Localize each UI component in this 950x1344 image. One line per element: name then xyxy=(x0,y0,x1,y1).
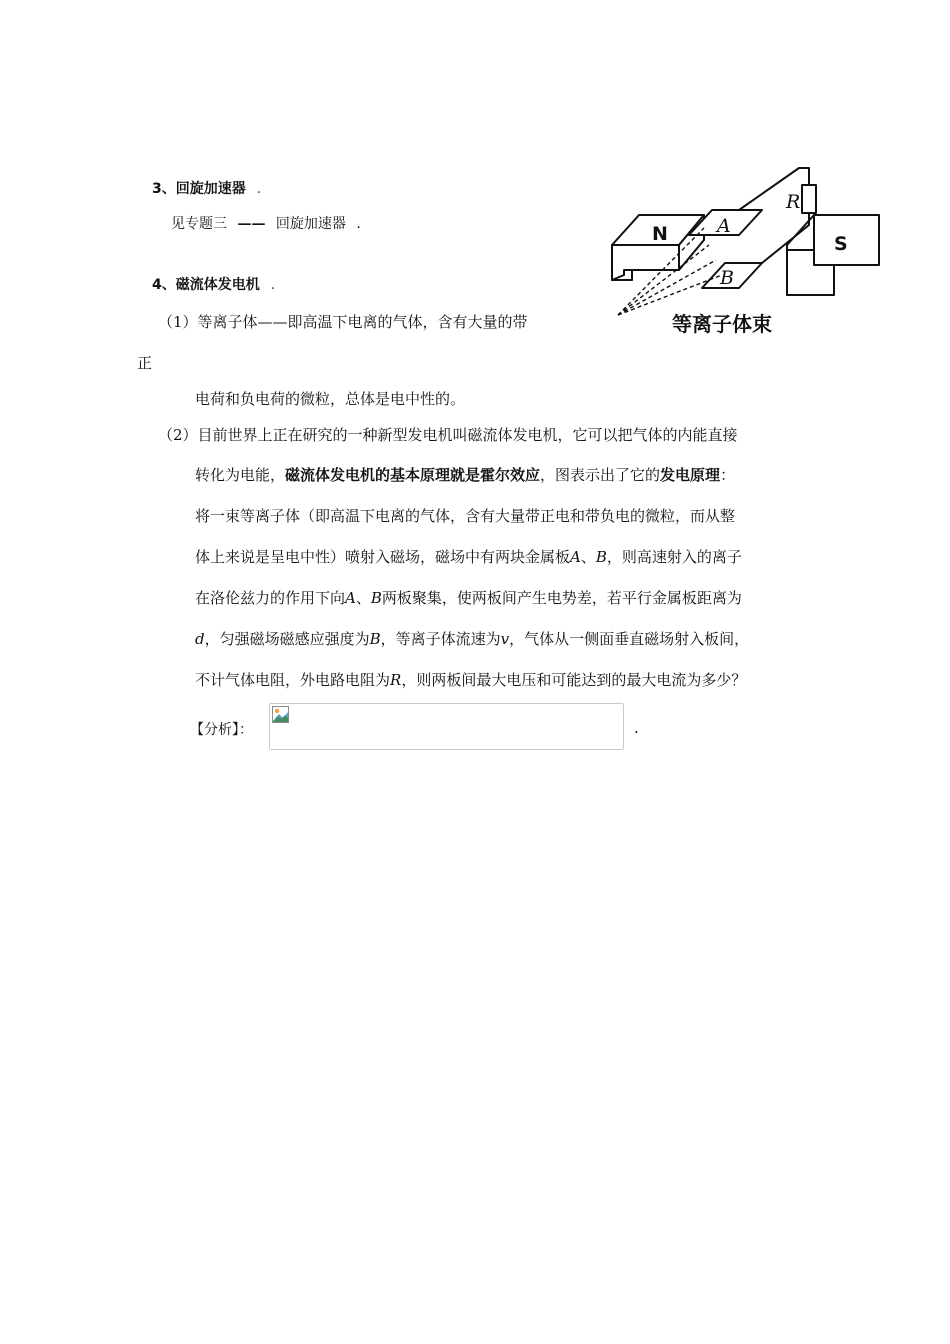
paragraph2-line2: 转化为电能，磁流体发电机的基本原理就是霍尔效应，图表示出了它的发电原理： xyxy=(195,466,736,484)
analysis-label: 【分析】： xyxy=(190,722,253,738)
section3-reference: 见专题三 —— 回旋加速器 . xyxy=(171,216,361,232)
paragraph2-line7: 不计气体电阻，外电路电阻为R，则两板间最大电压和可能达到的最大电流为多少？ xyxy=(195,671,747,689)
paragraph2-line6: d，匀强磁场磁感应强度为B，等离子体流速为v，气体从一侧面垂直磁场射入板间， xyxy=(195,630,750,648)
analysis-end-dot: . xyxy=(634,719,639,737)
label-n: N xyxy=(652,223,668,245)
section3-title: 3、回旋加速器 . xyxy=(152,181,262,197)
broken-image-icon xyxy=(272,706,290,724)
hall-effect-emphasis: 磁流体发电机的基本原理就是霍尔效应 xyxy=(285,466,541,484)
paragraph1-wrap: 正 xyxy=(137,354,153,372)
paragraph1-line2: 电荷和负电荷的微粒，总体是电中性的。 xyxy=(195,390,466,408)
analysis-image-placeholder xyxy=(269,703,624,750)
paragraph2-line4: 体上来说是呈电中性）喷射入磁场，磁场中有两块金属板A、B，则高速射入的离子 xyxy=(195,548,742,566)
paragraph2-line1: （2）目前世界上正在研究的一种新型发电机叫磁流体发电机，它可以把气体的内能直接 xyxy=(158,426,738,444)
diagram-caption: 等离子体束 xyxy=(672,312,772,336)
label-r: R xyxy=(786,191,801,213)
plasma-generator-diagram xyxy=(604,160,894,340)
label-b: B xyxy=(720,267,734,289)
label-a: A xyxy=(717,215,731,237)
paragraph1-line1: （1）等离子体——即高温下电离的气体，含有大量的带 xyxy=(158,313,528,331)
label-s: S xyxy=(834,233,848,255)
principle-emphasis: 发电原理 xyxy=(660,466,721,484)
magnet-s xyxy=(787,215,879,295)
paragraph2-line5: 在洛伦兹力的作用下向A、B两板聚集，使两板间产生电势差，若平行金属板距离为 xyxy=(195,589,742,607)
paragraph2-line3: 将一束等离子体（即高温下电离的气体，含有大量带正电和带负电的微粒，而从整 xyxy=(195,507,736,525)
section4-title: 4、磁流体发电机 . xyxy=(152,277,276,293)
resistor xyxy=(802,185,816,213)
